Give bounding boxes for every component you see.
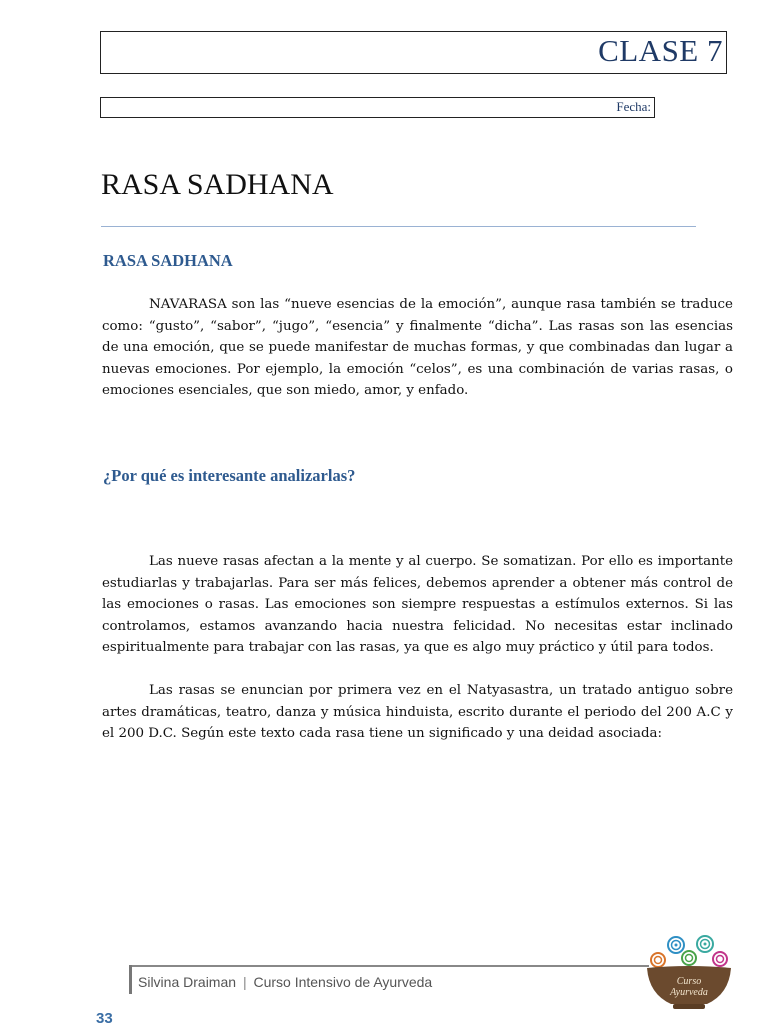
page-title: RASA SADHANA <box>101 168 334 201</box>
footer-separator: | <box>242 974 247 990</box>
section-heading-rasa-sadhana: RASA SADHANA <box>103 251 233 270</box>
date-box <box>100 97 655 118</box>
footer-rule <box>129 965 649 967</box>
paragraph-natyasastra: Las rasas se enuncian por primera vez en el Natyasastra, un tratado antiguo sobre artes dramáticas, teatro, danza y música hinduista, escrito durante el periodo del 200 A.C y el 200 D.C. Según este texto cada rasa tiene un significado y una deidad asociada: <box>102 683 733 741</box>
spiral-icons <box>651 936 727 967</box>
logo-text-line1: Curso <box>676 976 702 987</box>
section-heading-why: ¿Por qué es interesante analizarlas? <box>103 466 356 485</box>
bowl-base <box>673 1004 705 1009</box>
curso-ayurveda-logo <box>643 932 735 1012</box>
page-number: 33 <box>96 1010 113 1027</box>
class-header-box <box>100 31 727 74</box>
class-label: CLASE 7 <box>598 33 723 68</box>
title-divider <box>101 226 696 227</box>
paragraph-nine-rasas: Las nueve rasas afectan a la mente y al cuerpo. Se somatizan. Por ello es importante estudiarlas y trabajarlas. Para ser más felices, debemos aprender a obtener más control de las emociones o rasas. Las emociones son siempre respuestas a estímulos externos. Si las controlamos, estamos avanzando hacia nuestra felicidad. No necesitas estar inclinado espiritualmente para trabajar con las rasas, ya que es algo muy práctico y útil para todos. <box>102 554 733 655</box>
footer-course: Curso Intensivo de Ayurveda <box>253 974 433 990</box>
footer-author: Silvina Draiman <box>138 974 237 990</box>
logo-text-line2: Ayurveda <box>670 987 708 998</box>
footer-accent-bar <box>129 965 132 994</box>
footer-credits <box>138 974 432 990</box>
paragraph-navarasa: NAVARASA son las “nueve esencias de la emoción”, aunque rasa también se traduce como: “gusto”, “sabor”, “jugo”, “esencia” y finalmente “dicha”. Las rasas son las esencias de una emoción, que se puede manifestar de muchas formas, y que combinadas dan lugar a nuevas emociones. Por ejemplo, la emoción “celos”, es una combinación de varias rasas, o emociones esenciales, que son miedo, amor, y enfado. <box>102 297 733 398</box>
date-label: Fecha: <box>616 99 651 114</box>
